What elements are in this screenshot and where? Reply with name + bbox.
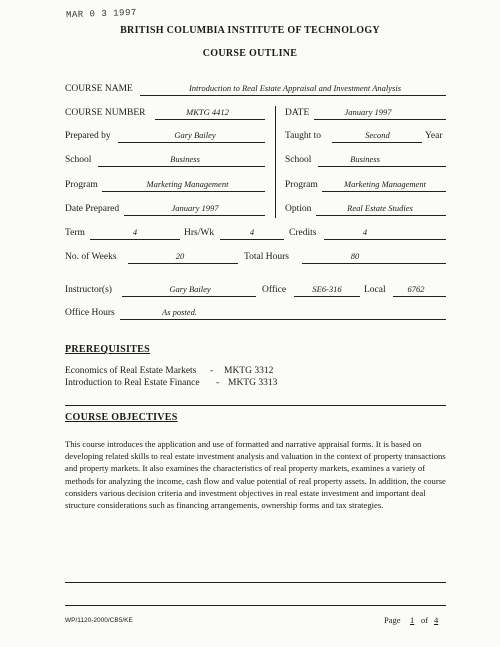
hrs-wk-label: Hrs/Wk [184, 228, 215, 238]
program-label-left: Program [65, 180, 98, 190]
local-label: Local [364, 285, 386, 295]
weeks-value: 20 [175, 251, 185, 261]
date-prepared-value: January 1997 [171, 203, 219, 213]
option-underline [316, 215, 446, 216]
year-label: Year [425, 131, 443, 141]
date-prepared-underline [124, 215, 265, 216]
date-label: DATE [285, 108, 310, 118]
prereq-item-sep: - [210, 366, 214, 376]
option-label: Option [285, 204, 312, 214]
section-divider [65, 405, 446, 406]
prereq-item-name: Introduction to Real Estate Finance [65, 378, 200, 388]
page-total: 4 [434, 615, 439, 625]
school-underline-left [98, 166, 265, 167]
weeks-label: No. of Weeks [65, 252, 117, 262]
school-value-right: Business [350, 154, 380, 164]
bottom-rule [65, 605, 446, 606]
date-value: January 1997 [344, 107, 392, 117]
prereq-item-code: MKTG 3312 [224, 366, 274, 376]
local-value: 6762 [407, 284, 425, 294]
of-label: of [421, 615, 429, 625]
instructor-underline [122, 296, 256, 297]
instructor-label: Instructor(s) [65, 285, 112, 295]
course-number-label: COURSE NUMBER [65, 108, 146, 118]
course-number-underline [155, 119, 265, 120]
date-prepared-label: Date Prepared [65, 204, 120, 214]
objectives-heading: COURSE OBJECTIVES [65, 412, 178, 423]
term-label: Term [65, 228, 85, 238]
total-hours-underline [302, 263, 446, 264]
program-label-right: Program [285, 180, 318, 190]
program-value-right: Marketing Management [344, 179, 426, 189]
taught-to-underline [332, 142, 422, 143]
office-hours-value: As posted. [162, 307, 197, 317]
credits-underline [324, 239, 446, 240]
course-name-label: COURSE NAME [65, 84, 133, 94]
received-date-stamp: MAR 0 3 1997 [65, 7, 137, 21]
hrs-wk-underline [220, 239, 284, 240]
prepared-by-value: Gary Bailey [174, 130, 216, 140]
office-underline [294, 296, 360, 297]
prepared-by-label: Prepared by [65, 131, 111, 141]
term-underline [90, 239, 180, 240]
local-underline [393, 296, 446, 297]
taught-to-value: Second [365, 130, 390, 140]
page-number: 1 [410, 615, 415, 625]
office-value: SE6-316 [312, 284, 342, 294]
credits-value: 4 [362, 227, 368, 237]
date-underline [314, 119, 446, 120]
course-name-underline [140, 95, 446, 96]
course-name-value: Introduction to Real Estate Appraisal and Investment Analysis [188, 83, 402, 93]
prereq-item-name: Economics of Real Estate Markets [65, 366, 197, 376]
total-hours-label: Total Hours [244, 252, 289, 262]
option-value: Real Estate Studies [347, 203, 413, 213]
term-value: 4 [132, 227, 138, 237]
instructor-value: Gary Bailey [169, 284, 211, 294]
office-hours-label: Office Hours [65, 308, 115, 318]
school-label-right: School [285, 155, 312, 165]
program-underline-right [322, 191, 446, 192]
prepared-by-underline [118, 142, 265, 143]
institution-title: BRITISH COLUMBIA INSTITUTE OF TECHNOLOGY [120, 25, 380, 36]
total-hours-value: 80 [350, 251, 360, 261]
hrs-wk-value: 4 [249, 227, 255, 237]
school-value-left: Business [170, 154, 200, 164]
office-label: Office [262, 285, 287, 295]
program-underline-left [102, 191, 265, 192]
page-label: Page [384, 615, 401, 625]
school-underline-right [318, 166, 446, 167]
prerequisites-heading: PREREQUISITES [65, 344, 151, 355]
column-divider [275, 106, 276, 218]
form-code: WP/1120-2000/CB5/KE [65, 617, 133, 624]
prereq-item-code: MKTG 3313 [228, 378, 278, 388]
prereq-item-sep: - [216, 378, 220, 388]
program-value-left: Marketing Management [146, 179, 229, 189]
office-hours-underline [120, 319, 446, 320]
course-number-value: MKTG 4412 [186, 107, 229, 117]
document-title: COURSE OUTLINE [202, 48, 298, 59]
school-label-left: School [65, 155, 92, 165]
objectives-paragraph: This course introduces the application and use of formatted and narrative appraisal forms. It is based on developing related skills to real estate investment analysis and valuation in the context of property transactions and property markets. It also examines the characteristics of real property markets, examines a variety of methods for analyzing the income, cash flow and value potential of real property assets. In addition, the course considers various decision criteria and investment objectives in real estate investment and important deal structure considerations such as financing arrangements, ownership forms and tax strategies. [65, 439, 446, 511]
taught-to-label: Taught to [285, 131, 322, 141]
credits-label: Credits [289, 228, 317, 238]
bottom-rule [65, 582, 446, 583]
weeks-underline [128, 263, 238, 264]
